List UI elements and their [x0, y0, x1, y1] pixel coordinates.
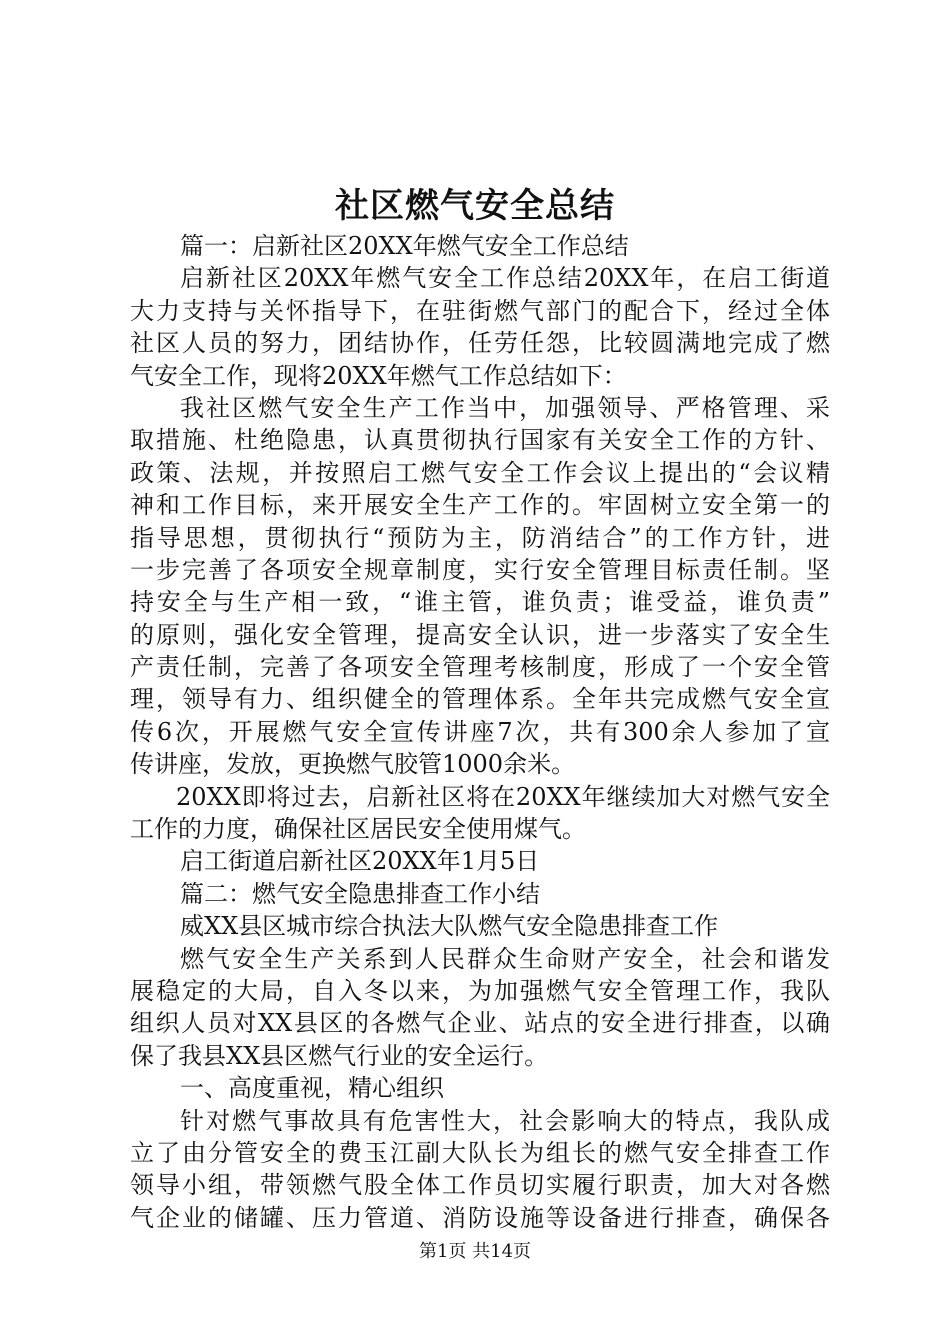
- paragraph-line: 取措施、杜绝隐患，认真贯彻执行国家有关安全工作的方针、: [130, 426, 830, 455]
- paragraph-line: 气安全工作，现将20XX年燃气工作总结如下：: [130, 361, 627, 390]
- paragraph-line: 一步完善了各项安全规章制度，实行安全管理目标责任制。坚: [130, 555, 830, 584]
- paragraph-line: 燃气安全生产关系到人民群众生命财产安全，社会和谐发: [180, 944, 830, 973]
- document-title: 社区燃气安全总结: [335, 186, 615, 226]
- paragraph-line: 工作的力度，确保社区居民安全使用煤气。: [130, 815, 586, 844]
- paragraph-line: 的原则，强化安全管理，提高安全认识，进一步落实了安全生: [130, 620, 830, 649]
- section-heading: 一、高度重视，精心组织: [180, 1074, 444, 1103]
- paragraph-line: 持安全与生产相一致，“谁主管，谁负责；谁受益，谁负责”: [130, 588, 830, 617]
- section-heading: 篇二：燃气安全隐患排查工作小结: [180, 879, 540, 908]
- paragraph-line: 启新社区20XX年燃气安全工作总结20XX年，在启工街道: [180, 264, 830, 293]
- paragraph-line: 政策、法规，并按照启工燃气安全工作会议上提出的“会议精: [130, 458, 830, 487]
- paragraph-line: 传讲座，发放，更换燃气胶管1000余米。: [130, 750, 576, 779]
- document-body: [130, 230, 830, 1234]
- paragraph-line: 产责任制，完善了各项安全管理考核制度，形成了一个安全管: [130, 653, 830, 682]
- paragraph-line: 篇一：启新社区20XX年燃气安全工作总结: [180, 232, 629, 260]
- paragraph-line: 大力支持与关怀指导下，在驻街燃气部门的配合下，经过全体: [130, 296, 830, 325]
- paragraph-line: 展稳定的大局，自入冬以来，为加强燃气安全管理工作，我队: [130, 976, 830, 1005]
- paragraph-line: 社区人员的努力，团结协作，任劳任怨，比较圆满地完成了燃: [130, 329, 830, 358]
- paragraph-line: 气企业的储罐、压力管道、消防设施等设备进行排查，确保各: [130, 1203, 830, 1232]
- signature-line: 启工街道启新社区20XX年1月5日: [180, 847, 540, 876]
- paragraph-line: 领导小组，带领燃气股全体工作员切实履行职责，加大对各燃: [130, 1171, 830, 1200]
- page-footer: 第1页 共14页: [418, 1241, 532, 1262]
- paragraph-line: 组织人员对XX县区的各燃气企业、站点的安全进行排查，以确: [130, 1009, 830, 1038]
- paragraph-line: 保了我县XX县区燃气行业的安全运行。: [130, 1041, 549, 1070]
- paragraph-line: 20XX即将过去，启新社区将在20XX年继续加大对燃气安全: [176, 782, 830, 811]
- paragraph-line: 威XX县区城市综合执法大队燃气安全隐患排查工作: [180, 912, 719, 941]
- paragraph-line: 我社区燃气安全生产工作当中，加强领导、严格管理、采: [180, 393, 830, 422]
- paragraph-line: 指导思想，贯彻执行“预防为主，防消结合”的工作方针，进: [130, 523, 830, 552]
- paragraph-line: 神和工作目标，来开展安全生产工作的。牢固树立安全第一的: [130, 491, 830, 520]
- paragraph-line: 传6次，开展燃气安全宣传讲座7次，共有300余人参加了宣: [130, 717, 830, 746]
- paragraph-line: 理，领导有力、组织健全的管理体系。全年共完成燃气安全宣: [130, 685, 830, 714]
- paragraph-line: 针对燃气事故具有危害性大，社会影响大的特点，我队成: [180, 1106, 830, 1135]
- paragraph-line: 立了由分管安全的费玉江副大队长为组长的燃气安全排查工作: [130, 1138, 830, 1167]
